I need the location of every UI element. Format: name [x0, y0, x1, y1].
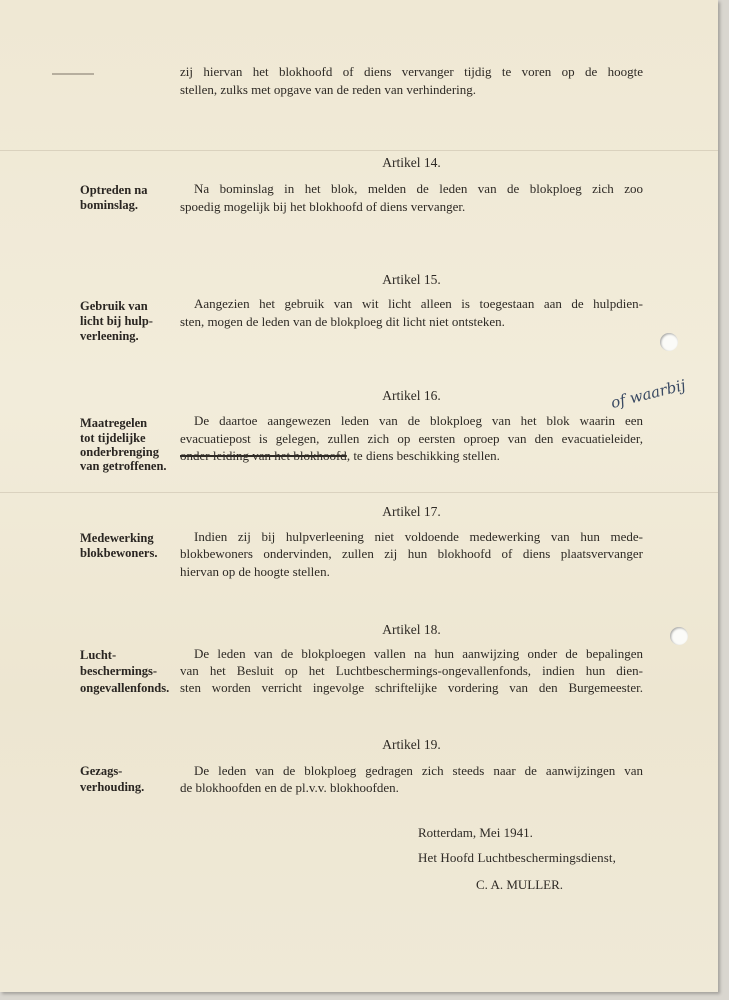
intro-line: zij hiervan het blokhoofd of diens vervanger tijdig te voren op de hoogte — [180, 64, 643, 79]
margin-label: verhouding. — [80, 780, 145, 794]
margin-label: onderbrenging — [80, 445, 159, 459]
margin-label: Optreden na — [80, 183, 148, 197]
handwritten-annotation: of waarbij — [608, 376, 688, 412]
margin-label: tot tijdelijke — [80, 431, 146, 445]
article-line: spoedig mogelijk bij het blokhoofd of diens vervanger. — [180, 199, 466, 214]
margin-label: Medewerking — [80, 531, 154, 545]
margin-label: Gezags- — [80, 764, 123, 778]
margin-label: bominslag. — [80, 198, 139, 212]
article-line: De daartoe aangewezen leden van de blokploeg van het blok waarin een — [194, 413, 643, 428]
article-line: van het Besluit op het Luchtbeschermings-ongevallenfonds, indien hun dien- — [180, 663, 643, 678]
article-title: Artikel 19. — [382, 737, 441, 752]
punch-hole — [670, 627, 688, 645]
punch-hole — [660, 333, 678, 351]
article-title: Artikel 15. — [382, 272, 441, 287]
article-line: sten worden verricht ingevolge schriftelijke vordering van den Burgemeester. — [180, 680, 643, 695]
margin-label: Gebruik van — [80, 299, 148, 313]
margin-label: blokbewoners. — [80, 546, 158, 560]
margin-label: van getroffenen. — [80, 459, 167, 473]
margin-label: Maatregelen — [80, 416, 148, 430]
article-line: Aangezien het gebruik van wit licht alleen is toegestaan aan de hulpdien- — [194, 296, 643, 311]
pencil-mark — [52, 73, 94, 75]
struck-text: onder leiding van het blokhoofd — [180, 448, 347, 463]
article-line: blokbewoners ondervinden, zullen zij hun blokhoofd of diens plaatsvervanger — [180, 546, 643, 561]
article-title: Artikel 16. — [382, 388, 441, 403]
margin-label: licht bij hulp- — [80, 314, 153, 328]
article-line: Na bominslag in het blok, melden de leden van de blokploeg zich zoo — [194, 181, 643, 196]
article-title: Artikel 17. — [382, 504, 441, 519]
margin-label: ongevallenfonds. — [80, 681, 170, 695]
article-line: De leden van de blokploeg gedragen zich steeds naar de aanwijzingen van — [194, 763, 643, 778]
margin-label: beschermings- — [80, 664, 158, 678]
margin-label: verleening. — [80, 329, 139, 343]
margin-label: Lucht- — [80, 648, 117, 662]
article-title: Artikel 14. — [382, 155, 441, 170]
article-line: Indien zij bij hulpverleening niet voldoende medewerking van hun mede- — [194, 529, 643, 544]
article-line — [180, 448, 643, 464]
place-date: Rotterdam, Mei 1941. — [418, 825, 533, 840]
fold-line — [0, 150, 718, 151]
article-line: evacuatiepost is gelegen, zullen zich op eersten oproep van den evacuatieleider, — [180, 431, 643, 446]
article-line: De leden van de blokploegen vallen na hun aanwijzing onder de bepalingen — [194, 646, 643, 661]
article-text: , te diens beschikking stellen. — [346, 448, 500, 463]
article-title: Artikel 18. — [382, 622, 441, 637]
article-line: hiervan op de hoogte stellen. — [180, 564, 330, 579]
article-line: de blokhoofden en de pl.v.v. blokhoofden. — [180, 780, 399, 795]
fold-line — [0, 492, 718, 493]
intro-line: stellen, zulks met opgave van de reden van verhindering. — [180, 82, 477, 97]
signatory-office: Het Hoofd Luchtbeschermingsdienst, — [418, 850, 616, 865]
signatory-name: C. A. MULLER. — [476, 877, 564, 892]
article-line: sten, mogen de leden van de blokploeg dit licht niet ontsteken. — [180, 314, 505, 329]
